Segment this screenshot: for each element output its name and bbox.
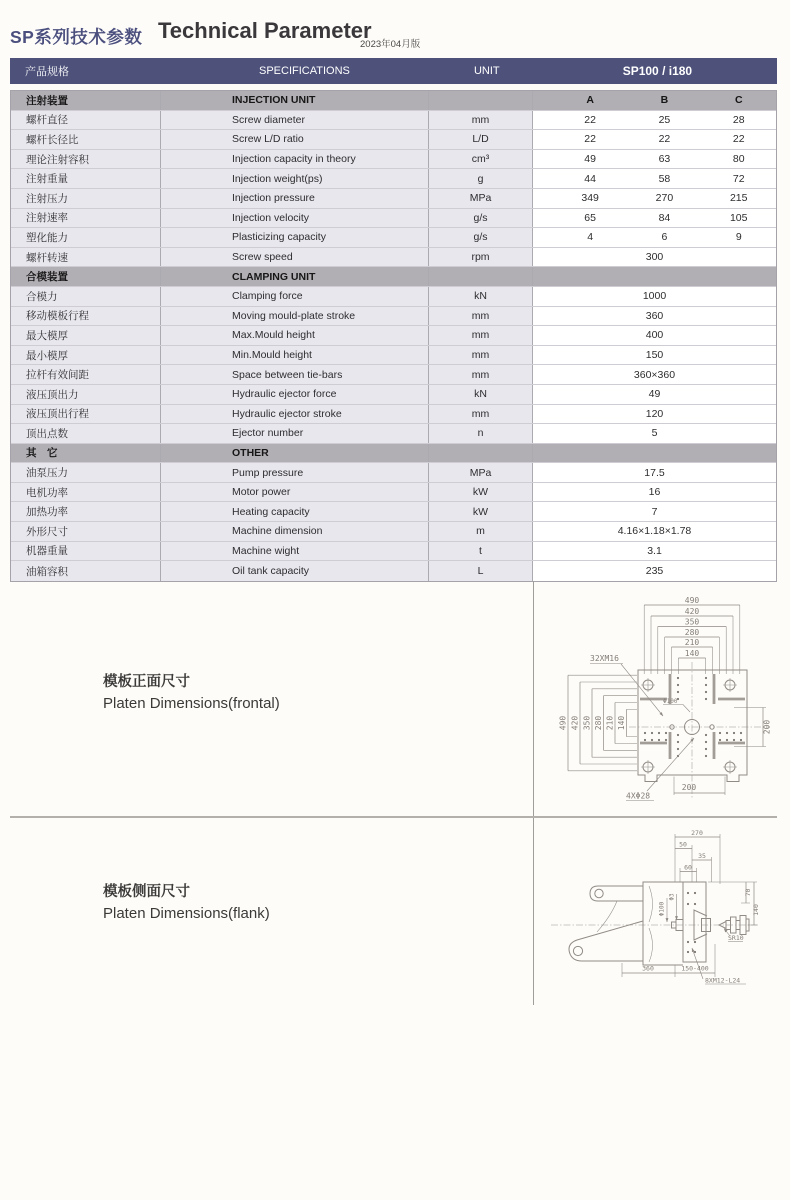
dim-label: 280 [594, 715, 603, 731]
table-row [11, 111, 776, 131]
spec-values [533, 248, 776, 267]
spec-values [533, 189, 776, 208]
section-en: OTHER [161, 444, 429, 463]
value: 235 [645, 565, 664, 578]
spec-values [533, 130, 776, 149]
spec-en: Max.Mould height [161, 326, 429, 345]
dim-label: 490 [684, 596, 700, 605]
spec-values [533, 346, 776, 365]
spec-unit: MPa [429, 189, 533, 208]
spec-values [533, 542, 776, 561]
tiebar-hole-label: 4XΦ28 [626, 791, 651, 801]
spec-unit: kW [429, 502, 533, 521]
section-row-other [11, 444, 776, 464]
section-zh: 注射装置 [11, 91, 161, 110]
frontal-caption-en: Platen Dimensions(frontal) [103, 695, 280, 712]
value-c: 28 [732, 113, 745, 126]
dim-label: 420 [570, 715, 580, 731]
value-c: 22 [732, 133, 745, 146]
dim-label: 50 [679, 840, 687, 849]
dim-label: 210 [605, 715, 615, 731]
value-a: 65 [584, 211, 596, 224]
spec-values [533, 365, 776, 384]
spec-values [533, 502, 776, 521]
page-title-zh: SP系列技术参数 [10, 27, 143, 47]
spec-unit: kN [429, 287, 533, 306]
spec-en: Motor power [161, 483, 429, 502]
flank-caption [103, 881, 270, 925]
spec-zh: 注射速率 [11, 209, 161, 228]
table-row [11, 287, 776, 307]
spec-zh: 移动模板行程 [11, 307, 161, 326]
table-row [11, 424, 776, 444]
spec-unit: L [429, 561, 533, 581]
value-a: 22 [584, 113, 596, 126]
value: 360×360 [633, 368, 676, 381]
dim-label: 70 [744, 888, 752, 897]
spec-unit: rpm [429, 248, 533, 267]
spec-en: Injection velocity [161, 209, 429, 228]
page-title-en: Technical Parameter [158, 18, 372, 43]
value: 120 [645, 407, 664, 420]
subcol-b: B [660, 94, 669, 107]
value: 300 [645, 251, 664, 264]
frontal-platen-drawing [537, 586, 783, 808]
dim-label: 270 [691, 829, 703, 837]
table-row [11, 483, 776, 503]
table-row [11, 326, 776, 346]
platen-bolt-label: 8XM12-L24 [705, 976, 741, 985]
spec-en: Injection capacity in theory [161, 150, 429, 169]
vertical-divider [533, 581, 534, 1005]
spec-en: Screw diameter [161, 111, 429, 130]
dim-label: 140 [684, 649, 700, 658]
value: 7 [651, 505, 658, 518]
value-a: 349 [581, 192, 599, 205]
dim-label: 140 [752, 904, 760, 916]
spec-values [533, 561, 776, 581]
dim-label: 420 [684, 607, 700, 616]
value-c: 80 [732, 153, 745, 166]
table-header [10, 58, 777, 84]
value-b: 6 [661, 231, 668, 244]
spec-en: Injection weight(ps) [161, 169, 429, 188]
subcolumn-headers [533, 91, 776, 110]
dim-label: 350 [684, 617, 700, 627]
spec-unit: L/D [429, 130, 533, 149]
dim-label: 60 [684, 863, 692, 872]
table-row [11, 307, 776, 327]
spec-zh: 液压顶出行程 [11, 405, 161, 424]
section-zh: 合模装置 [11, 267, 161, 286]
locating-ring-label: Φ100 [663, 698, 678, 705]
header-model: SP100 / i180 [622, 64, 693, 78]
value: 16 [648, 486, 661, 499]
spec-unit: g/s [429, 228, 533, 247]
hole-dia-label: Φ3 [668, 893, 676, 901]
flank-caption-zh: 模板侧面尺寸 [103, 884, 190, 900]
spec-values [533, 228, 776, 247]
spec-zh: 注射压力 [11, 189, 161, 208]
spec-values [533, 326, 776, 345]
spec-zh: 液压顶出力 [11, 385, 161, 404]
spec-unit: MPa [429, 463, 533, 482]
spec-zh: 理论注射容积 [11, 150, 161, 169]
spec-en: Screw speed [161, 248, 429, 267]
spec-en: Machine wight [161, 542, 429, 561]
table-row [11, 130, 776, 150]
table-row [11, 405, 776, 425]
spec-values [533, 111, 776, 130]
table-row [11, 542, 776, 562]
nozzle-radius-label: SR10 [728, 934, 744, 942]
spec-values [533, 385, 776, 404]
spec-unit: mm [429, 346, 533, 365]
spec-unit: g [429, 169, 533, 188]
dim-label: 140 [617, 715, 626, 731]
value-c: 215 [729, 192, 748, 205]
section-values [533, 444, 776, 463]
table-row [11, 228, 776, 248]
edition-label: 2023年04月版 [360, 39, 421, 50]
value: 3.1 [647, 544, 662, 557]
spec-en: Clamping force [161, 287, 429, 306]
section-row-injection [11, 91, 776, 111]
spec-unit: kW [429, 483, 533, 502]
value: 5 [651, 427, 658, 440]
value-b: 270 [655, 192, 674, 205]
spec-en: Moving mould-plate stroke [161, 307, 429, 326]
subcol-c: C [734, 94, 743, 107]
spec-zh: 外形尺寸 [11, 522, 161, 541]
dim-label: 350 [582, 715, 592, 731]
table-row [11, 502, 776, 522]
spec-unit: kN [429, 385, 533, 404]
spec-unit: cm³ [429, 150, 533, 169]
spec-zh: 合模力 [11, 287, 161, 306]
horizontal-divider [10, 816, 777, 818]
value-c: 9 [735, 231, 742, 244]
spec-en: Hydraulic ejector force [161, 385, 429, 404]
value-b: 63 [658, 153, 671, 166]
frontal-caption-zh: 模板正面尺寸 [103, 674, 190, 690]
table-row [11, 209, 776, 229]
value: 360 [645, 309, 664, 322]
spec-values [533, 424, 776, 443]
spec-values [533, 522, 776, 541]
section-unit [429, 444, 533, 463]
section-unit [429, 267, 533, 286]
value-a: 4 [587, 231, 594, 244]
platen-front-view [559, 596, 772, 801]
subcol-a: A [586, 94, 594, 107]
section-row-clamping [11, 267, 776, 287]
dim-label: 490 [558, 715, 568, 731]
spec-zh: 注射重量 [11, 169, 161, 188]
table-row [11, 385, 776, 405]
header-specifications: SPECIFICATIONS [258, 65, 350, 77]
value-c: 105 [729, 211, 748, 224]
spec-zh: 油泵压力 [11, 463, 161, 482]
spec-en: Pump pressure [161, 463, 429, 482]
section-en: CLAMPING UNIT [161, 267, 429, 286]
bolt-pattern-label: 32XM16 [590, 654, 619, 663]
spec-en: Plasticizing capacity [161, 228, 429, 247]
table-row [11, 189, 776, 209]
dim-label: 35 [698, 852, 706, 860]
spec-en: Machine dimension [161, 522, 429, 541]
spec-table [10, 90, 777, 582]
spec-values [533, 307, 776, 326]
spec-unit: m [429, 522, 533, 541]
value-a: 44 [584, 172, 596, 185]
header-product-spec: 产品规格 [25, 66, 69, 78]
value-b: 84 [658, 211, 671, 224]
dim-label: 150-400 [681, 964, 709, 973]
dim-label: 200 [681, 783, 697, 792]
spec-zh: 拉杆有效间距 [11, 365, 161, 384]
dim-label: 210 [684, 638, 700, 647]
spec-zh: 螺杆直径 [11, 111, 161, 130]
spec-zh: 加热功率 [11, 502, 161, 521]
spec-zh: 螺杆转速 [11, 248, 161, 267]
spec-zh: 螺杆长径比 [11, 130, 161, 149]
platen-side-view [551, 829, 760, 985]
spec-zh: 机器重量 [11, 542, 161, 561]
spec-en: Oil tank capacity [161, 561, 429, 581]
spec-values [533, 169, 776, 188]
dim-label: 200 [762, 719, 772, 735]
spec-values [533, 150, 776, 169]
spec-values [533, 287, 776, 306]
table-row [11, 346, 776, 366]
dim-label: 280 [684, 628, 700, 637]
spec-unit: t [429, 542, 533, 561]
value-a: 22 [584, 133, 596, 146]
spec-zh: 顶出点数 [11, 424, 161, 443]
spec-zh: 油箱容积 [11, 561, 161, 581]
spec-unit: n [429, 424, 533, 443]
table-row [11, 561, 776, 581]
section-zh: 其 它 [11, 444, 161, 463]
flank-platen-drawing [545, 824, 785, 1000]
spec-unit: mm [429, 326, 533, 345]
table-row [11, 169, 776, 189]
value-b: 25 [658, 113, 671, 126]
value: 4.16×1.18×1.78 [617, 525, 692, 538]
section-unit [429, 91, 533, 110]
value-b: 22 [658, 133, 671, 146]
value: 150 [645, 349, 664, 362]
table-row [11, 365, 776, 385]
spec-en: Heating capacity [161, 502, 429, 521]
section-values [533, 267, 776, 286]
spec-en: Min.Mould height [161, 346, 429, 365]
value: 17.5 [644, 466, 665, 479]
spec-unit: g/s [429, 209, 533, 228]
value: 400 [645, 329, 664, 342]
table-row [11, 463, 776, 483]
spec-unit: mm [429, 307, 533, 326]
spec-values [533, 209, 776, 228]
spec-values [533, 463, 776, 482]
spec-unit: mm [429, 365, 533, 384]
ring-dia-label: Φ100 [658, 901, 666, 917]
spec-en: Ejector number [161, 424, 429, 443]
spec-zh: 最大模厚 [11, 326, 161, 345]
value-c: 72 [732, 172, 745, 185]
table-row [11, 248, 776, 268]
spec-zh: 最小模厚 [11, 346, 161, 365]
value-a: 49 [584, 153, 596, 166]
spec-zh: 电机功率 [11, 483, 161, 502]
spec-unit: mm [429, 111, 533, 130]
spec-values [533, 405, 776, 424]
value: 1000 [642, 290, 667, 303]
spec-zh: 塑化能力 [11, 228, 161, 247]
table-row [11, 150, 776, 170]
spec-en: Injection pressure [161, 189, 429, 208]
value-b: 58 [658, 172, 671, 185]
flank-caption-en: Platen Dimensions(flank) [103, 905, 270, 922]
section-en: INJECTION UNIT [161, 91, 429, 110]
spec-unit: mm [429, 405, 533, 424]
spec-en: Space between tie-bars [161, 365, 429, 384]
frontal-caption [103, 671, 280, 715]
spec-en: Screw L/D ratio [161, 130, 429, 149]
spec-en: Hydraulic ejector stroke [161, 405, 429, 424]
header-unit: UNIT [473, 65, 500, 77]
dim-label: 360 [642, 964, 654, 973]
table-row [11, 522, 776, 542]
spec-values [533, 483, 776, 502]
value: 49 [648, 388, 661, 401]
